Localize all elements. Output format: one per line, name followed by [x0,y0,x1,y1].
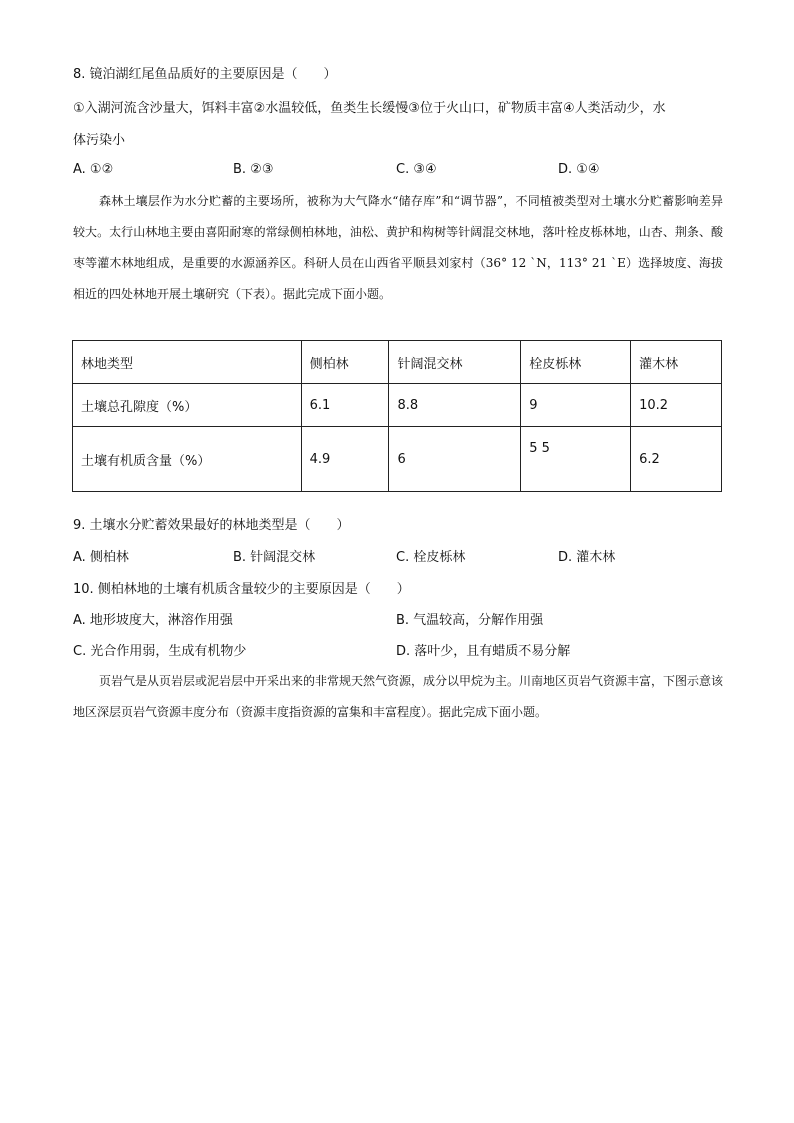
question-8-option-d: D. ①④ [558,162,600,177]
table-cell: 10.2 [631,384,722,427]
question-9-option-c: C. 栓皮栎林 [396,550,466,565]
table-row [73,427,722,492]
forest-soil-table [72,340,722,492]
question-10-option-a: A. 地形坡度大，淋溶作用强 [73,613,233,628]
reading-passage-forest-soil: 森林土壤层作为水分贮蓄的主要场所，被称为大气降水“储存库”和“调节器”，不同植被类型对土壤水分贮蓄影响差异较大。太行山林地主要由喜阳耐寒的常绿侧柏林地，油松、黄护和构树等针阔混交林地，落叶栓皮栎林地，山杏、荆条、酸枣等灌木林地组成，是重要的水源涵养区。科研人员在山西省平顺县刘家村（36° 12 `N，113° 21 `E）选择坡度、海拔相近的四处林地开展土壤研究（下表）。据此完成下面小题。 [73,194,723,301]
question-8-option-b: B. ②③ [233,162,274,177]
table-cell: 4.9 [301,427,389,492]
question-8-statements-line-1: ①入湖河流含沙量大，饵料丰富②水温较低，鱼类生长缓慢③位于火山口，矿物质丰富④人类活动少，水 [73,101,666,116]
question-9-option-d: D. 灌木林 [558,550,616,565]
table-header-cell: 灌木林 [631,341,722,384]
table-cell: 9 [521,384,631,427]
table-cell: 6 [389,427,521,492]
question-8-statements-line-2: 体污染小 [73,133,126,148]
question-9-option-b: B. 针阔混交林 [233,550,316,565]
question-8-option-c: C. ③④ [396,162,437,177]
table-row [73,384,722,427]
table-header-cell: 针阔混交林 [389,341,521,384]
question-10-option-c: C. 光合作用弱，生成有机物少 [73,644,247,659]
question-10-stem: 10. 侧柏林地的土壤有机质含量较少的主要原因是（ ） [73,582,410,597]
table-cell: 8.8 [389,384,521,427]
table-header-cell: 栓皮栎林 [521,341,631,384]
question-8-stem: 8. 镜泊湖红尾鱼品质好的主要原因是（ ） [73,67,337,82]
table-header-row [73,341,722,384]
question-10-option-b: B. 气温较高，分解作用强 [396,613,544,628]
table-header-cell: 侧柏林 [301,341,389,384]
table-header-cell: 林地类型 [73,341,302,384]
reading-passage-shale-gas: 页岩气是从页岩层或泥岩层中开采出来的非常规天然气资源，成分以甲烷为主。川南地区页岩气资源丰富，下图示意该地区深层页岩气资源丰度分布（资源丰度指资源的富集和丰富程度）。据此完成下面小题。 [73,674,724,719]
table-cell: 6.1 [301,384,389,427]
table-cell: 土壤有机质含量（%） [73,427,302,492]
table-cell: 5 5 [521,427,631,492]
question-10-option-d: D. 落叶少，且有蜡质不易分解 [396,644,571,659]
table-cell: 6.2 [631,427,722,492]
table-cell: 土壤总孔隙度（%） [73,384,302,427]
question-9-option-a: A. 侧柏林 [73,550,129,565]
question-8-option-a: A. ①② [73,162,114,177]
question-9-stem: 9. 土壤水分贮蓄效果最好的林地类型是（ ） [73,518,350,533]
